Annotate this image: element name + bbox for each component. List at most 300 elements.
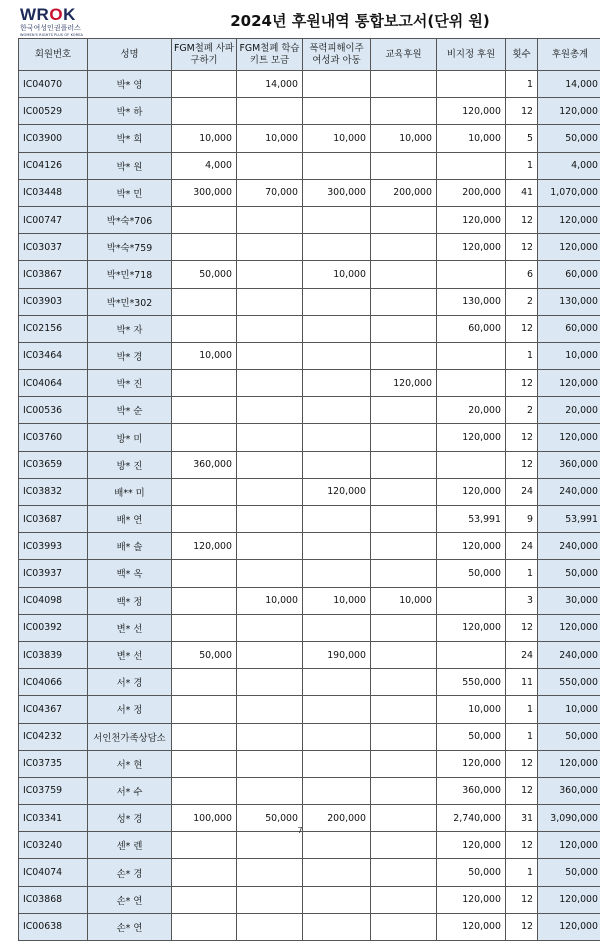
undesignated-amount-cell: [437, 261, 506, 288]
fgm-safa-amount-cell: 120,000: [172, 533, 237, 560]
table-row: [19, 234, 600, 261]
fgm-safa-amount-cell: [172, 206, 237, 233]
member-id-cell: IC03867: [19, 261, 88, 288]
fgm-safa-amount-cell: [172, 370, 237, 397]
table-row: [19, 750, 600, 777]
fgm-safa-amount-cell: 50,000: [172, 261, 237, 288]
member-id-cell: IC03735: [19, 750, 88, 777]
fgm-safa-amount-cell: [172, 98, 237, 125]
migrant-women-amount-cell: [303, 859, 371, 886]
member-id-cell: IC04232: [19, 723, 88, 750]
fgm-safa-amount-cell: 360,000: [172, 451, 237, 478]
donor-name-cell: 변* 선: [88, 614, 172, 641]
table-row: [19, 478, 600, 505]
undesignated-amount-cell: [437, 342, 506, 369]
education-amount-cell: [371, 669, 437, 696]
migrant-women-amount-cell: [303, 560, 371, 587]
donor-name-cell: 손* 경: [88, 859, 172, 886]
total-amount-cell: 360,000: [538, 777, 600, 804]
migrant-women-amount-cell: 300,000: [303, 179, 371, 206]
fgm-safa-amount-cell: [172, 669, 237, 696]
undesignated-amount-cell: 20,000: [437, 397, 506, 424]
migrant-women-amount-cell: 10,000: [303, 125, 371, 152]
fgm-safa-amount-cell: 4,000: [172, 152, 237, 179]
migrant-women-amount-cell: 10,000: [303, 261, 371, 288]
fgm-kit-amount-cell: [237, 342, 303, 369]
education-amount-cell: [371, 451, 437, 478]
undesignated-amount-cell: 50,000: [437, 859, 506, 886]
table-row: [19, 261, 600, 288]
education-amount-cell: 120,000: [371, 370, 437, 397]
education-amount-cell: [371, 777, 437, 804]
fgm-kit-amount-cell: [237, 315, 303, 342]
table-body: [19, 71, 600, 941]
member-id-cell: IC04066: [19, 669, 88, 696]
table-row: [19, 832, 600, 859]
donation-count-cell: 2: [506, 288, 538, 315]
migrant-women-amount-cell: [303, 723, 371, 750]
member-id-cell: IC02156: [19, 315, 88, 342]
donor-name-cell: 방* 미: [88, 424, 172, 451]
member-id-cell: IC04070: [19, 71, 88, 98]
fgm-safa-amount-cell: [172, 832, 237, 859]
migrant-women-amount-cell: [303, 750, 371, 777]
fgm-kit-amount-cell: [237, 397, 303, 424]
total-amount-cell: 50,000: [538, 723, 600, 750]
donor-name-cell: 배** 미: [88, 478, 172, 505]
table-row: [19, 560, 600, 587]
table-row: [19, 696, 600, 723]
undesignated-amount-cell: [437, 370, 506, 397]
total-amount-cell: 3,090,000: [538, 805, 600, 832]
donor-name-cell: 변* 선: [88, 641, 172, 668]
fgm-safa-amount-cell: [172, 614, 237, 641]
undesignated-amount-cell: 50,000: [437, 560, 506, 587]
member-id-cell: IC03903: [19, 288, 88, 315]
education-amount-cell: [371, 315, 437, 342]
total-amount-cell: 550,000: [538, 669, 600, 696]
undesignated-amount-cell: 60,000: [437, 315, 506, 342]
donation-count-cell: 24: [506, 478, 538, 505]
undesignated-amount-cell: 53,991: [437, 506, 506, 533]
donation-count-cell: 24: [506, 533, 538, 560]
total-amount-cell: 60,000: [538, 261, 600, 288]
fgm-kit-amount-cell: [237, 723, 303, 750]
migrant-women-amount-cell: [303, 288, 371, 315]
undesignated-amount-cell: [437, 152, 506, 179]
donation-count-cell: 12: [506, 614, 538, 641]
undesignated-amount-cell: 120,000: [437, 424, 506, 451]
fgm-safa-amount-cell: [172, 397, 237, 424]
member-id-cell: IC00638: [19, 913, 88, 940]
education-amount-cell: [371, 234, 437, 261]
table-row: [19, 451, 600, 478]
donor-name-cell: 박* 경: [88, 342, 172, 369]
donation-count-cell: 12: [506, 886, 538, 913]
undesignated-amount-cell: 120,000: [437, 750, 506, 777]
donation-count-cell: 24: [506, 641, 538, 668]
fgm-kit-amount-cell: [237, 370, 303, 397]
fgm-safa-amount-cell: 100,000: [172, 805, 237, 832]
table-row: [19, 641, 600, 668]
header-fgm-safa: FGM철폐 사파구하기: [172, 39, 237, 71]
total-amount-cell: 240,000: [538, 478, 600, 505]
fgm-kit-amount-cell: [237, 288, 303, 315]
migrant-women-amount-cell: [303, 777, 371, 804]
donor-name-cell: 서* 현: [88, 750, 172, 777]
fgm-safa-amount-cell: [172, 587, 237, 614]
education-amount-cell: [371, 71, 437, 98]
total-amount-cell: 20,000: [538, 397, 600, 424]
donation-count-cell: 6: [506, 261, 538, 288]
fgm-safa-amount-cell: [172, 315, 237, 342]
table-row: [19, 98, 600, 125]
education-amount-cell: [371, 560, 437, 587]
logo-org-name: 한국여성인권플러스: [20, 24, 140, 33]
table-row: [19, 288, 600, 315]
header-total: 후원총계: [538, 39, 600, 71]
education-amount-cell: 200,000: [371, 179, 437, 206]
education-amount-cell: [371, 288, 437, 315]
total-amount-cell: 14,000: [538, 71, 600, 98]
migrant-women-amount-cell: 200,000: [303, 805, 371, 832]
fgm-safa-amount-cell: [172, 750, 237, 777]
donor-name-cell: 박* 희: [88, 125, 172, 152]
donation-count-cell: 1: [506, 696, 538, 723]
fgm-safa-amount-cell: [172, 723, 237, 750]
undesignated-amount-cell: 130,000: [437, 288, 506, 315]
table-row: [19, 723, 600, 750]
undesignated-amount-cell: 120,000: [437, 533, 506, 560]
education-amount-cell: 10,000: [371, 587, 437, 614]
table-row: [19, 397, 600, 424]
member-id-cell: IC03659: [19, 451, 88, 478]
member-id-cell: IC03760: [19, 424, 88, 451]
undesignated-amount-cell: 50,000: [437, 723, 506, 750]
migrant-women-amount-cell: [303, 533, 371, 560]
donor-name-cell: 서* 수: [88, 777, 172, 804]
donation-count-cell: 12: [506, 424, 538, 451]
fgm-safa-amount-cell: [172, 560, 237, 587]
donation-count-cell: 11: [506, 669, 538, 696]
member-id-cell: IC03868: [19, 886, 88, 913]
fgm-kit-amount-cell: [237, 261, 303, 288]
undesignated-amount-cell: 10,000: [437, 696, 506, 723]
undesignated-amount-cell: [437, 451, 506, 478]
total-amount-cell: 120,000: [538, 832, 600, 859]
fgm-kit-amount-cell: [237, 533, 303, 560]
migrant-women-amount-cell: [303, 614, 371, 641]
member-id-cell: IC03240: [19, 832, 88, 859]
total-amount-cell: 120,000: [538, 370, 600, 397]
migrant-women-amount-cell: [303, 696, 371, 723]
fgm-kit-amount-cell: [237, 913, 303, 940]
fgm-safa-amount-cell: [172, 886, 237, 913]
table-row: [19, 71, 600, 98]
donation-count-cell: 1: [506, 342, 538, 369]
fgm-safa-amount-cell: [172, 478, 237, 505]
education-amount-cell: [371, 886, 437, 913]
fgm-kit-amount-cell: 50,000: [237, 805, 303, 832]
table-row: [19, 315, 600, 342]
donor-name-cell: 배* 솔: [88, 533, 172, 560]
fgm-safa-amount-cell: [172, 506, 237, 533]
migrant-women-amount-cell: [303, 424, 371, 451]
fgm-safa-amount-cell: [172, 424, 237, 451]
migrant-women-amount-cell: [303, 206, 371, 233]
education-amount-cell: [371, 342, 437, 369]
donation-count-cell: 12: [506, 777, 538, 804]
table-row: [19, 777, 600, 804]
education-amount-cell: [371, 696, 437, 723]
member-id-cell: IC04074: [19, 859, 88, 886]
migrant-women-amount-cell: [303, 315, 371, 342]
fgm-kit-amount-cell: 10,000: [237, 125, 303, 152]
donation-count-cell: 12: [506, 315, 538, 342]
total-amount-cell: 120,000: [538, 750, 600, 777]
education-amount-cell: [371, 478, 437, 505]
donor-name-cell: 박*숙*706: [88, 206, 172, 233]
undesignated-amount-cell: 120,000: [437, 478, 506, 505]
table-row: [19, 125, 600, 152]
table-row: [19, 614, 600, 641]
fgm-safa-amount-cell: 50,000: [172, 641, 237, 668]
education-amount-cell: [371, 506, 437, 533]
fgm-kit-amount-cell: [237, 669, 303, 696]
table-row: [19, 506, 600, 533]
table-row: [19, 587, 600, 614]
migrant-women-amount-cell: [303, 451, 371, 478]
fgm-safa-amount-cell: 10,000: [172, 342, 237, 369]
table-row: [19, 152, 600, 179]
undesignated-amount-cell: 120,000: [437, 913, 506, 940]
donation-count-cell: 1: [506, 71, 538, 98]
member-id-cell: IC04064: [19, 370, 88, 397]
header-count: 횟수: [506, 39, 538, 71]
fgm-kit-amount-cell: [237, 451, 303, 478]
undesignated-amount-cell: 120,000: [437, 886, 506, 913]
fgm-safa-amount-cell: [172, 859, 237, 886]
education-amount-cell: [371, 913, 437, 940]
member-id-cell: IC04098: [19, 587, 88, 614]
donation-count-cell: 12: [506, 234, 538, 261]
education-amount-cell: [371, 859, 437, 886]
fgm-kit-amount-cell: [237, 424, 303, 451]
logo-wordmark: WROK: [20, 6, 140, 23]
undesignated-amount-cell: [437, 587, 506, 614]
fgm-safa-amount-cell: [172, 777, 237, 804]
donor-name-cell: 박* 원: [88, 152, 172, 179]
total-amount-cell: 120,000: [538, 234, 600, 261]
fgm-kit-amount-cell: [237, 696, 303, 723]
donor-name-cell: 서인천가족상담소: [88, 723, 172, 750]
donation-count-cell: 41: [506, 179, 538, 206]
donation-count-cell: 12: [506, 750, 538, 777]
migrant-women-amount-cell: [303, 71, 371, 98]
donation-count-cell: 31: [506, 805, 538, 832]
fgm-kit-amount-cell: 70,000: [237, 179, 303, 206]
fgm-kit-amount-cell: [237, 777, 303, 804]
total-amount-cell: 120,000: [538, 424, 600, 451]
donation-count-cell: 1: [506, 152, 538, 179]
table-row: [19, 886, 600, 913]
undesignated-amount-cell: 2,740,000: [437, 805, 506, 832]
education-amount-cell: [371, 261, 437, 288]
member-id-cell: IC03759: [19, 777, 88, 804]
total-amount-cell: 60,000: [538, 315, 600, 342]
education-amount-cell: [371, 832, 437, 859]
member-id-cell: IC03839: [19, 641, 88, 668]
total-amount-cell: 120,000: [538, 913, 600, 940]
donation-count-cell: 12: [506, 98, 538, 125]
fgm-kit-amount-cell: [237, 206, 303, 233]
member-id-cell: IC03937: [19, 560, 88, 587]
migrant-women-amount-cell: [303, 913, 371, 940]
fgm-kit-amount-cell: [237, 641, 303, 668]
member-id-cell: IC03687: [19, 506, 88, 533]
total-amount-cell: 130,000: [538, 288, 600, 315]
undesignated-amount-cell: 120,000: [437, 206, 506, 233]
migrant-women-amount-cell: [303, 397, 371, 424]
donation-count-cell: 12: [506, 913, 538, 940]
donation-count-cell: 12: [506, 370, 538, 397]
migrant-women-amount-cell: [303, 669, 371, 696]
fgm-kit-amount-cell: [237, 859, 303, 886]
education-amount-cell: [371, 750, 437, 777]
donor-name-cell: 박* 민: [88, 179, 172, 206]
total-amount-cell: 120,000: [538, 614, 600, 641]
table-header-row: [19, 39, 600, 71]
fgm-kit-amount-cell: [237, 886, 303, 913]
header-name: 성명: [88, 39, 172, 71]
fgm-safa-amount-cell: [172, 696, 237, 723]
donor-name-cell: 박* 순: [88, 397, 172, 424]
total-amount-cell: 30,000: [538, 587, 600, 614]
donation-count-cell: 3: [506, 587, 538, 614]
fgm-kit-amount-cell: [237, 614, 303, 641]
fgm-kit-amount-cell: [237, 98, 303, 125]
table-row: [19, 206, 600, 233]
donor-name-cell: 배* 연: [88, 506, 172, 533]
donation-count-cell: 1: [506, 723, 538, 750]
migrant-women-amount-cell: 120,000: [303, 478, 371, 505]
fgm-kit-amount-cell: [237, 560, 303, 587]
member-id-cell: IC04367: [19, 696, 88, 723]
education-amount-cell: [371, 614, 437, 641]
education-amount-cell: [371, 152, 437, 179]
member-id-cell: IC00392: [19, 614, 88, 641]
fgm-kit-amount-cell: [237, 152, 303, 179]
fgm-safa-amount-cell: 300,000: [172, 179, 237, 206]
total-amount-cell: 120,000: [538, 886, 600, 913]
total-amount-cell: 53,991: [538, 506, 600, 533]
member-id-cell: IC03900: [19, 125, 88, 152]
migrant-women-amount-cell: 10,000: [303, 587, 371, 614]
migrant-women-amount-cell: [303, 98, 371, 125]
header-member-id: 회원번호: [19, 39, 88, 71]
header-migrant-women: 폭력피해이주 여성과 아동: [303, 39, 371, 71]
table-row: [19, 179, 600, 206]
education-amount-cell: [371, 424, 437, 451]
fgm-kit-amount-cell: 14,000: [237, 71, 303, 98]
donor-name-cell: 박* 자: [88, 315, 172, 342]
donation-count-cell: 12: [506, 451, 538, 478]
donor-name-cell: 박* 하: [88, 98, 172, 125]
donation-count-cell: 2: [506, 397, 538, 424]
donation-count-cell: 12: [506, 832, 538, 859]
donor-name-cell: 박*숙*759: [88, 234, 172, 261]
undesignated-amount-cell: 120,000: [437, 98, 506, 125]
migrant-women-amount-cell: 190,000: [303, 641, 371, 668]
table-row: [19, 342, 600, 369]
member-id-cell: IC04126: [19, 152, 88, 179]
total-amount-cell: 360,000: [538, 451, 600, 478]
migrant-women-amount-cell: [303, 152, 371, 179]
education-amount-cell: 10,000: [371, 125, 437, 152]
member-id-cell: IC03341: [19, 805, 88, 832]
undesignated-amount-cell: 120,000: [437, 234, 506, 261]
migrant-women-amount-cell: [303, 886, 371, 913]
member-id-cell: IC03832: [19, 478, 88, 505]
undesignated-amount-cell: [437, 641, 506, 668]
donor-name-cell: 박* 영: [88, 71, 172, 98]
member-id-cell: IC03448: [19, 179, 88, 206]
donation-count-cell: 12: [506, 206, 538, 233]
education-amount-cell: [371, 533, 437, 560]
fgm-kit-amount-cell: [237, 234, 303, 261]
header-education: 교육후원: [371, 39, 437, 71]
total-amount-cell: 50,000: [538, 560, 600, 587]
total-amount-cell: 240,000: [538, 533, 600, 560]
undesignated-amount-cell: 200,000: [437, 179, 506, 206]
donor-name-cell: 백* 정: [88, 587, 172, 614]
header-undesignated: 비지정 후원: [437, 39, 506, 71]
fgm-kit-amount-cell: [237, 478, 303, 505]
total-amount-cell: 50,000: [538, 859, 600, 886]
table-row: [19, 424, 600, 451]
table-row: [19, 370, 600, 397]
fgm-kit-amount-cell: [237, 832, 303, 859]
fgm-safa-amount-cell: [172, 288, 237, 315]
table-row: [19, 859, 600, 886]
total-amount-cell: 4,000: [538, 152, 600, 179]
undesignated-amount-cell: 10,000: [437, 125, 506, 152]
undesignated-amount-cell: 360,000: [437, 777, 506, 804]
header-fgm-kit: FGM철폐 학습키트 모금: [237, 39, 303, 71]
migrant-women-amount-cell: [303, 370, 371, 397]
migrant-women-amount-cell: [303, 832, 371, 859]
migrant-women-amount-cell: [303, 234, 371, 261]
fgm-safa-amount-cell: 10,000: [172, 125, 237, 152]
total-amount-cell: 1,070,000: [538, 179, 600, 206]
report-title: 2024년 후원내역 통합보고서(단위 원): [140, 10, 580, 31]
org-logo: [20, 6, 140, 40]
member-id-cell: IC03993: [19, 533, 88, 560]
donor-name-cell: 센* 렌: [88, 832, 172, 859]
member-id-cell: IC00536: [19, 397, 88, 424]
donor-name-cell: 서* 경: [88, 669, 172, 696]
donor-name-cell: 방* 진: [88, 451, 172, 478]
donation-table: [18, 38, 600, 941]
education-amount-cell: [371, 397, 437, 424]
donor-name-cell: 손* 연: [88, 886, 172, 913]
total-amount-cell: 120,000: [538, 98, 600, 125]
fgm-safa-amount-cell: [172, 71, 237, 98]
total-amount-cell: 240,000: [538, 641, 600, 668]
education-amount-cell: [371, 98, 437, 125]
donor-name-cell: 박*민*718: [88, 261, 172, 288]
education-amount-cell: [371, 723, 437, 750]
